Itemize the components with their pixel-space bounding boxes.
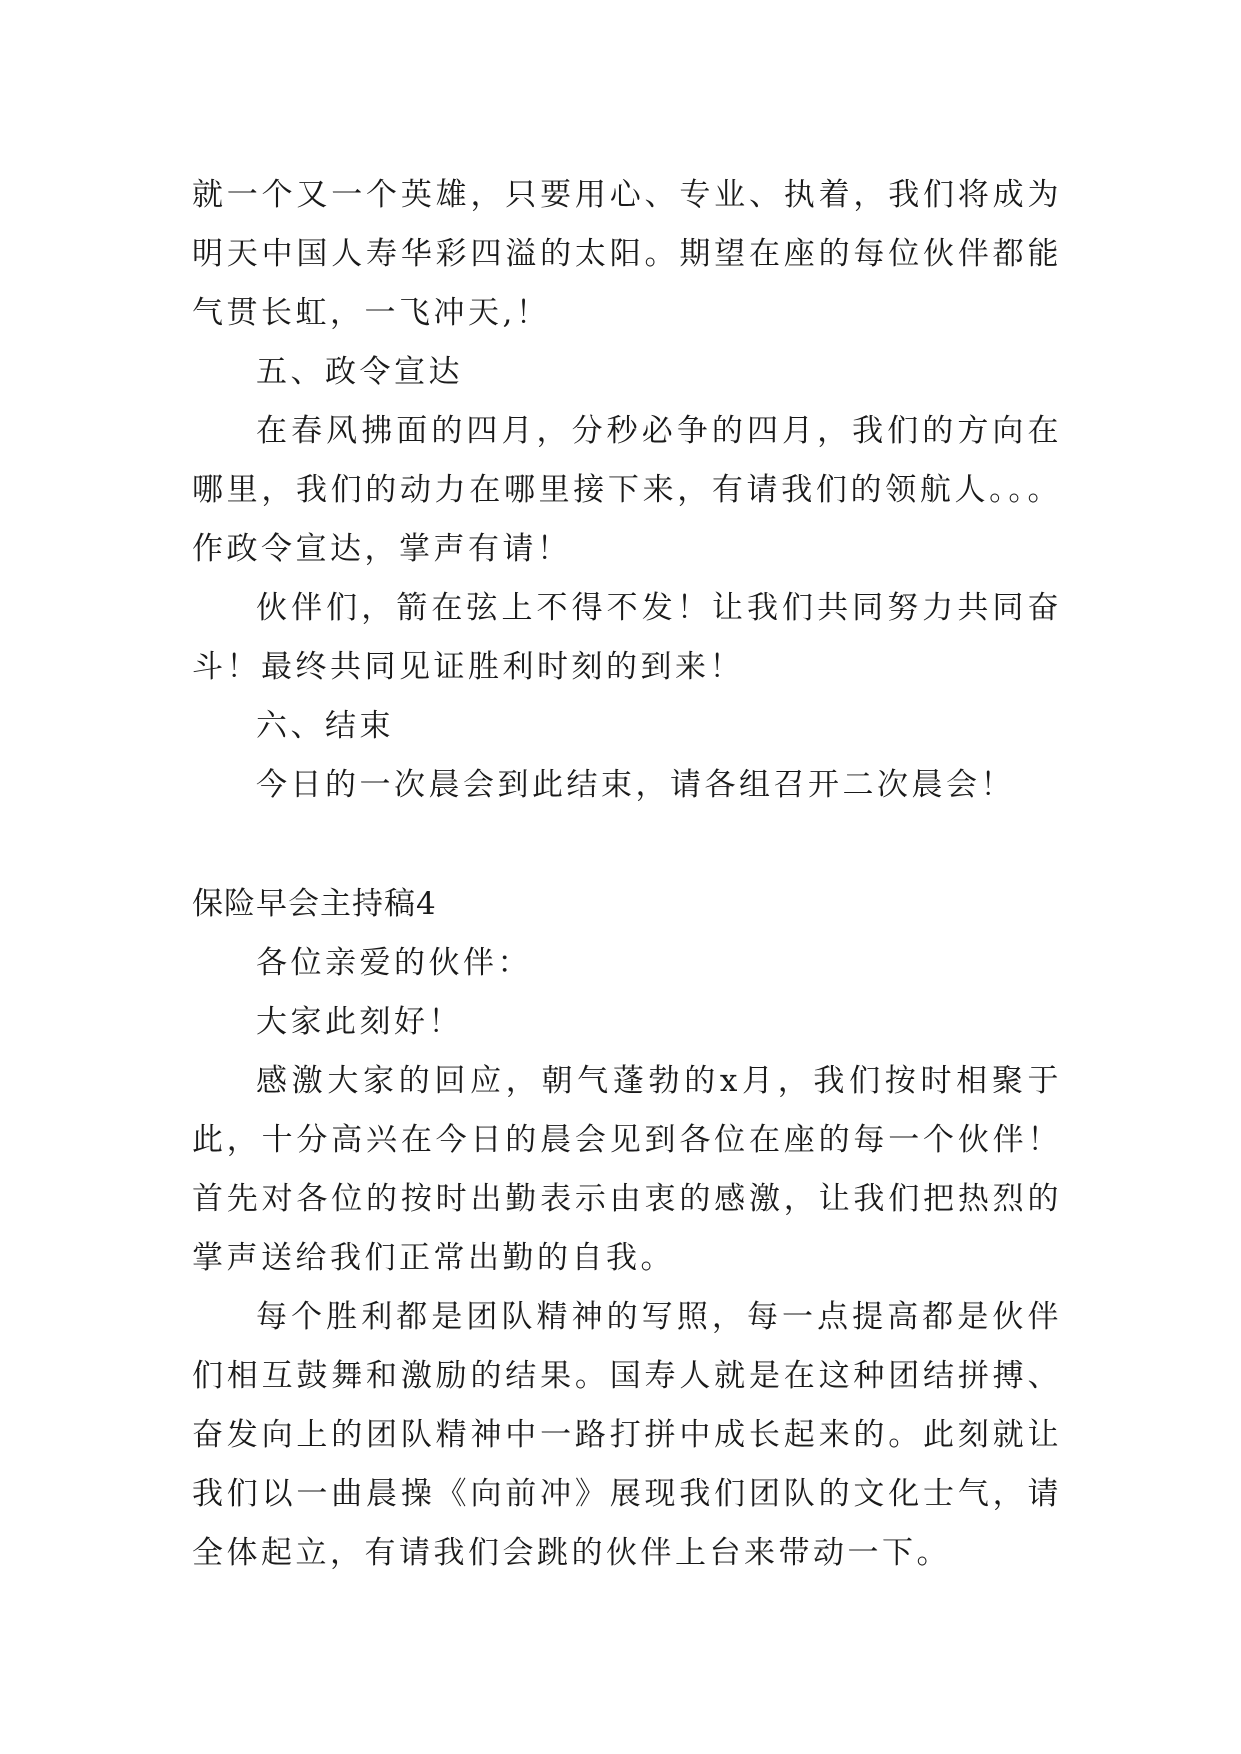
paragraph: 今日的一次晨会到此结束，请各组召开二次晨会！ (256, 767, 1015, 803)
greeting: 各位亲爱的伙伴： (256, 945, 532, 981)
paragraph: 感激大家的回应，朝气蓬勃的x月，我们按时相聚于此，十分高兴在今日的晨会见到各位在座的每一个伙伴！首先对各位的按时出勤表示由衷的感激，让我们把热烈的掌声送给我们正常出勤的自我。 (192, 1063, 1062, 1276)
greeting-hello: 大家此刻好！ (256, 1004, 463, 1040)
paragraph: 就一个又一个英雄，只要用心、专业、执着，我们将成为明天中国人寿华彩四溢的太阳。期望在座的每位伙伴都能气贯长虹，一飞冲天,！ (192, 177, 1062, 331)
spacer (192, 815, 1062, 875)
paragraph: 伙伴们，箭在弦上不得不发！让我们共同努力共同奋斗！最终共同见证胜利时刻的到来！ (192, 590, 1062, 685)
paragraph: 每个胜利都是团队精神的写照，每一点提高都是伙伴们相互鼓舞和激励的结果。国寿人就是在这种团结拼搏、奋发向上的团队精神中一路打拼中成长起来的。此刻就让我们以一曲晨操《向前冲》展现我们团队的文化士气，请全体起立，有请我们会跳的伙伴上台来带动一下。 (192, 1299, 1062, 1571)
section-heading: 六、结束 (256, 708, 394, 744)
document-body (192, 166, 1062, 1583)
paragraph: 在春风拂面的四月，分秒必争的四月，我们的方向在哪里，我们的动力在哪里接下来，有请我们的领航人。。。作政令宣达，掌声有请！ (192, 413, 1062, 567)
section-heading: 五、政令宣达 (256, 354, 463, 390)
document-title: 保险早会主持稿4 (192, 886, 437, 922)
